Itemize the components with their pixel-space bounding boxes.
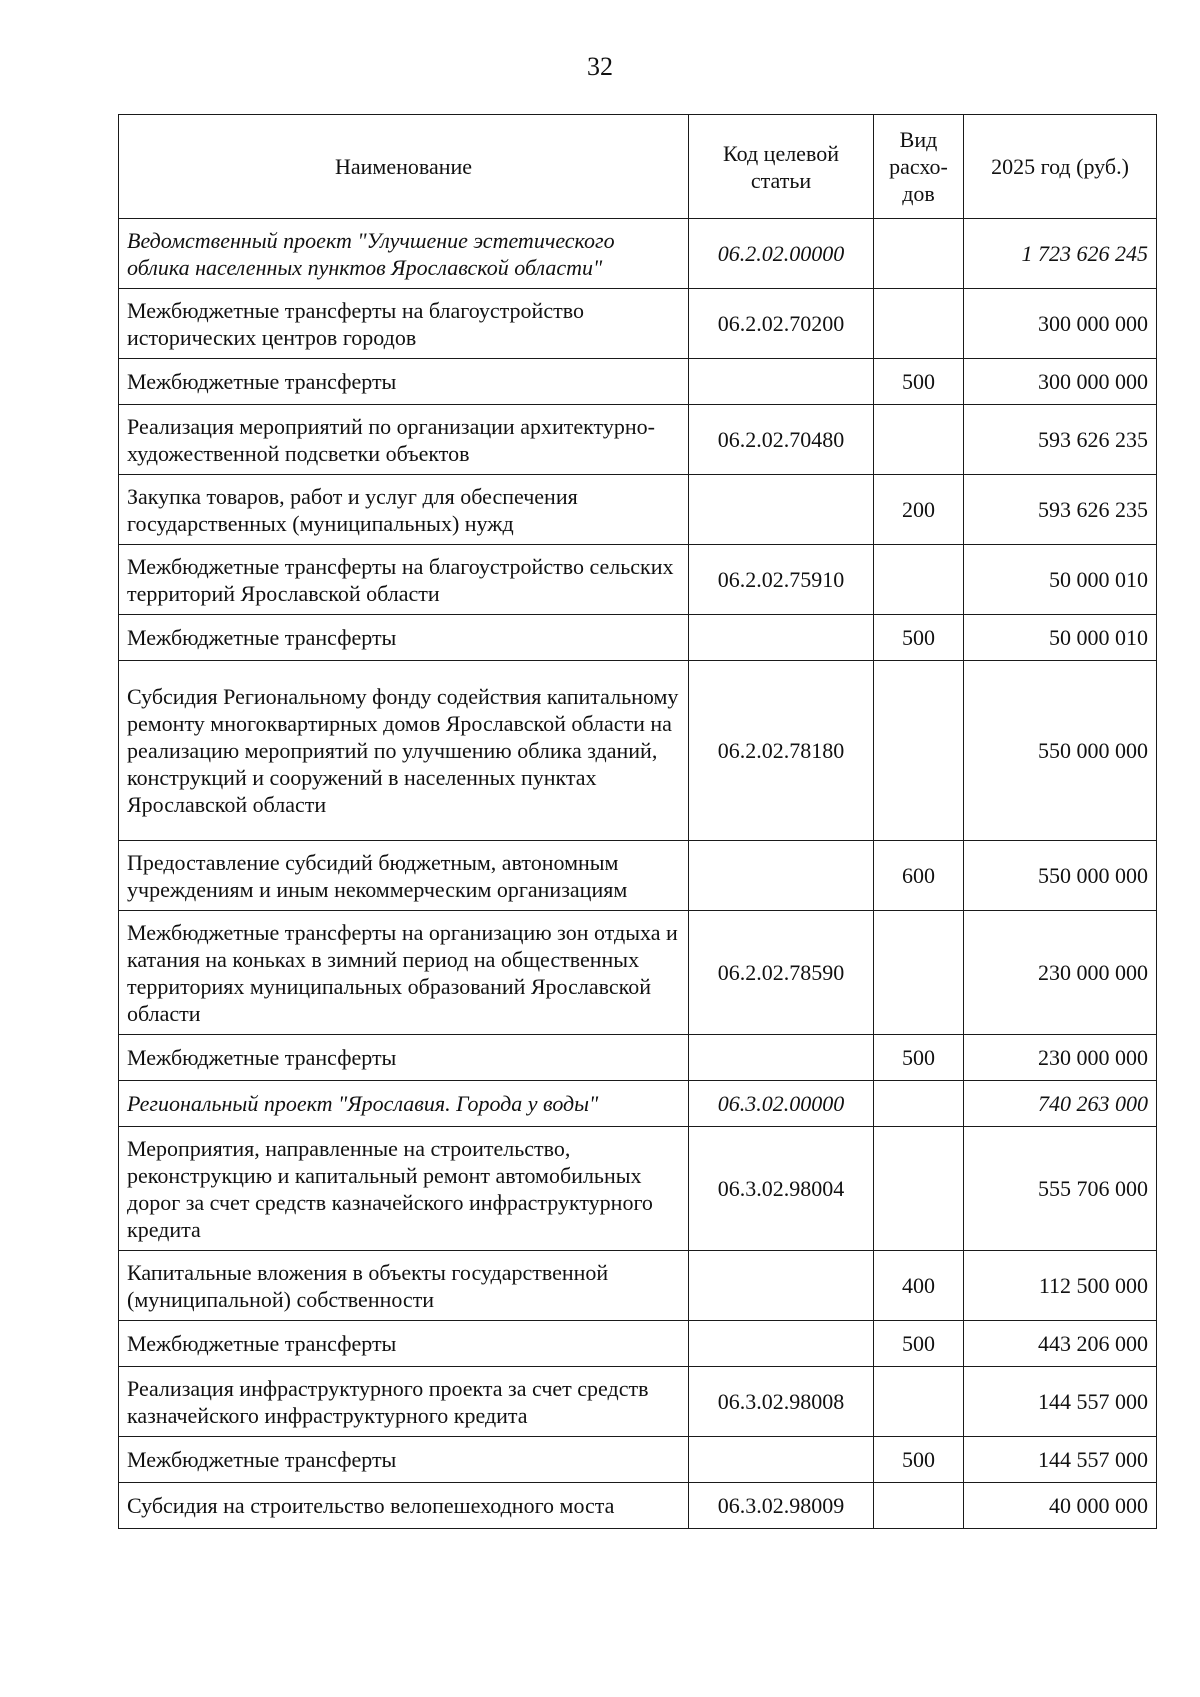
row-kind xyxy=(874,289,964,359)
row-amount: 300 000 000 xyxy=(964,359,1157,405)
row-kind xyxy=(874,1127,964,1251)
row-code xyxy=(689,841,874,911)
table-row xyxy=(119,841,1157,911)
row-name: Капитальные вложения в объекты государственной (муниципальной) собственности xyxy=(119,1251,689,1321)
row-name: Межбюджетные трансферты xyxy=(119,1321,689,1367)
table-row xyxy=(119,1483,1157,1529)
header-amount: 2025 год (руб.) xyxy=(964,115,1157,219)
row-name: Межбюджетные трансферты на благоустройство исторических центров городов xyxy=(119,289,689,359)
row-name: Межбюджетные трансферты xyxy=(119,1437,689,1483)
row-name: Межбюджетные трансферты xyxy=(119,615,689,661)
row-code: 06.2.02.78590 xyxy=(689,911,874,1035)
row-name: Ведомственный проект "Улучшение эстетического облика населенных пунктов Ярославской области" xyxy=(119,219,689,289)
row-code xyxy=(689,1251,874,1321)
row-code: 06.2.02.70200 xyxy=(689,289,874,359)
row-code: 06.2.02.78180 xyxy=(689,661,874,841)
row-amount: 550 000 000 xyxy=(964,841,1157,911)
row-code xyxy=(689,475,874,545)
row-kind xyxy=(874,1367,964,1437)
table-row xyxy=(119,289,1157,359)
row-code xyxy=(689,1321,874,1367)
row-name: Межбюджетные трансферты xyxy=(119,359,689,405)
table-header-row xyxy=(119,115,1157,219)
table-row xyxy=(119,1367,1157,1437)
row-kind xyxy=(874,661,964,841)
row-name: Межбюджетные трансферты xyxy=(119,1035,689,1081)
row-name: Межбюджетные трансферты на благоустройство сельских территорий Ярославской области xyxy=(119,545,689,615)
row-kind: 400 xyxy=(874,1251,964,1321)
row-name: Закупка товаров, работ и услуг для обеспечения государственных (муниципальных) нужд xyxy=(119,475,689,545)
table-row xyxy=(119,1321,1157,1367)
row-kind: 200 xyxy=(874,475,964,545)
row-name: Предоставление субсидий бюджетным, автономным учреждениям и иным некоммерческим организациям xyxy=(119,841,689,911)
row-name: Межбюджетные трансферты на организацию зон отдыха и катания на коньках в зимний период на общественных территориях муниципальных образований Ярославской области xyxy=(119,911,689,1035)
table-row xyxy=(119,219,1157,289)
row-code xyxy=(689,1035,874,1081)
row-code: 06.3.02.98009 xyxy=(689,1483,874,1529)
row-amount: 50 000 010 xyxy=(964,615,1157,661)
row-amount: 230 000 000 xyxy=(964,1035,1157,1081)
row-name: Реализация инфраструктурного проекта за счет средств казначейского инфраструктурного кредита xyxy=(119,1367,689,1437)
row-amount: 230 000 000 xyxy=(964,911,1157,1035)
header-kind: Вид расхо-дов xyxy=(874,115,964,219)
row-amount: 300 000 000 xyxy=(964,289,1157,359)
table-row xyxy=(119,615,1157,661)
row-kind xyxy=(874,545,964,615)
table-row xyxy=(119,661,1157,841)
row-amount: 550 000 000 xyxy=(964,661,1157,841)
row-kind xyxy=(874,405,964,475)
row-name: Реализация мероприятий по организации архитектурно-художественной подсветки объектов xyxy=(119,405,689,475)
header-name: Наименование xyxy=(119,115,689,219)
budget-table xyxy=(118,114,1157,1529)
table-row xyxy=(119,475,1157,545)
row-code: 06.2.02.00000 xyxy=(689,219,874,289)
row-name: Региональный проект "Ярославия. Города у воды" xyxy=(119,1081,689,1127)
row-amount: 1 723 626 245 xyxy=(964,219,1157,289)
table-row xyxy=(119,1437,1157,1483)
row-kind: 500 xyxy=(874,1035,964,1081)
table-row xyxy=(119,1127,1157,1251)
row-code: 06.2.02.75910 xyxy=(689,545,874,615)
header-code: Код целевой статьи xyxy=(689,115,874,219)
row-kind xyxy=(874,1081,964,1127)
row-kind: 500 xyxy=(874,1321,964,1367)
row-amount: 740 263 000 xyxy=(964,1081,1157,1127)
table-row xyxy=(119,1251,1157,1321)
row-amount: 555 706 000 xyxy=(964,1127,1157,1251)
row-amount: 112 500 000 xyxy=(964,1251,1157,1321)
row-code: 06.3.02.00000 xyxy=(689,1081,874,1127)
table-row xyxy=(119,1081,1157,1127)
row-amount: 593 626 235 xyxy=(964,405,1157,475)
row-kind: 500 xyxy=(874,359,964,405)
row-amount: 50 000 010 xyxy=(964,545,1157,615)
row-name: Мероприятия, направленные на строительство, реконструкцию и капитальный ремонт автомобильных дорог за счет средств казначейского инфраструктурного кредита xyxy=(119,1127,689,1251)
row-amount: 443 206 000 xyxy=(964,1321,1157,1367)
row-name: Субсидия Региональному фонду содействия капитальному ремонту многоквартирных домов Ярославской области на реализацию мероприятий по улучшению облика зданий, конструкций и сооружений в населенных пунктах Ярославской области xyxy=(119,661,689,841)
row-code xyxy=(689,359,874,405)
row-code: 06.2.02.70480 xyxy=(689,405,874,475)
row-code: 06.3.02.98008 xyxy=(689,1367,874,1437)
row-amount: 144 557 000 xyxy=(964,1367,1157,1437)
row-kind: 500 xyxy=(874,1437,964,1483)
row-code: 06.3.02.98004 xyxy=(689,1127,874,1251)
row-kind xyxy=(874,219,964,289)
row-kind xyxy=(874,911,964,1035)
row-name: Субсидия на строительство велопешеходного моста xyxy=(119,1483,689,1529)
row-kind xyxy=(874,1483,964,1529)
table-row xyxy=(119,545,1157,615)
row-amount: 593 626 235 xyxy=(964,475,1157,545)
table-row xyxy=(119,359,1157,405)
table-row xyxy=(119,1035,1157,1081)
table-row xyxy=(119,405,1157,475)
row-kind: 500 xyxy=(874,615,964,661)
row-code xyxy=(689,615,874,661)
row-code xyxy=(689,1437,874,1483)
table-row xyxy=(119,911,1157,1035)
row-amount: 40 000 000 xyxy=(964,1483,1157,1529)
row-kind: 600 xyxy=(874,841,964,911)
page-number: 32 xyxy=(587,52,613,81)
row-amount: 144 557 000 xyxy=(964,1437,1157,1483)
